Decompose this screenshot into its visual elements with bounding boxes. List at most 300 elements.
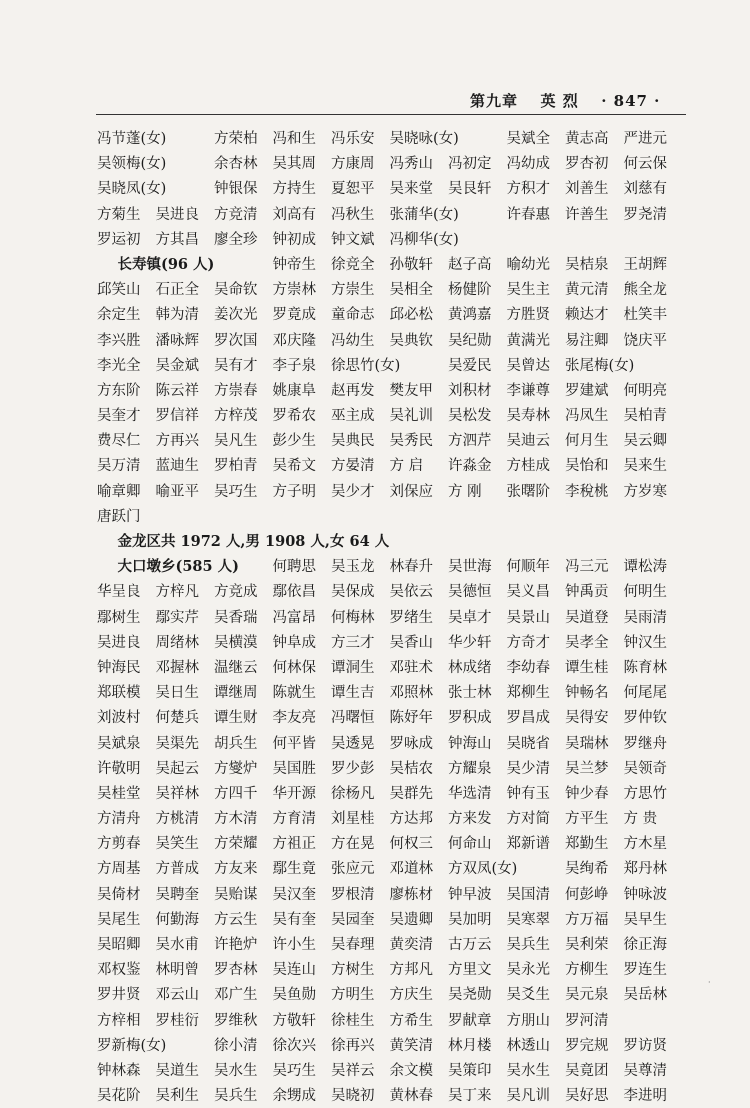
list-row: [97, 353, 697, 378]
name-entry: 吴领奇: [623, 760, 667, 777]
name-entry: 华开源: [272, 785, 316, 802]
name-entry: 吴兵生: [214, 1088, 258, 1105]
name-entry: 徐思竹(女): [331, 357, 401, 374]
name-entry: 郑新谱: [506, 836, 550, 853]
name-entry: 何楚兵: [155, 710, 199, 727]
name-entry: 易注卿: [565, 332, 609, 349]
name-entry: 吴水生: [214, 1062, 258, 1079]
name-entry: 罗献章: [448, 1012, 492, 1029]
name-entry: 吴桂堂: [97, 785, 141, 802]
name-entry: 邓权鉴: [97, 962, 141, 979]
name-entry: 吴其周: [272, 156, 316, 173]
name-entry: 李兴胜: [97, 332, 141, 349]
name-entry: 吴日生: [155, 685, 199, 702]
name-entry: 罗积成: [448, 710, 492, 727]
name-entry: 方晏清: [331, 458, 375, 475]
name-entry: 方祖正: [272, 836, 316, 853]
name-entry: 吴祥林: [155, 785, 199, 802]
name-entry: 吴德恒: [448, 584, 492, 601]
name-entry: 何权三: [389, 836, 433, 853]
name-entry: 罗连生: [623, 962, 667, 979]
name-entry: 吴来生: [623, 458, 667, 475]
name-entry: 吴卓才: [448, 609, 492, 626]
name-entry: 陈育林: [623, 659, 667, 676]
name-entry: 冯幼生: [331, 332, 375, 349]
name-entry: 冯秋生: [331, 206, 375, 223]
name-entry: 吴晓省: [506, 735, 550, 752]
name-entry: 罗竟成: [272, 307, 316, 324]
name-entry: 吴进良: [97, 634, 141, 651]
header-rule: [96, 114, 686, 115]
name-entry: 方育清: [272, 811, 316, 828]
name-entry: 方敬轩: [272, 1012, 316, 1029]
list-row: [97, 982, 697, 1007]
list-row: [97, 579, 697, 604]
name-entry: 冯富昂: [272, 609, 316, 626]
name-entry: 谭洞生: [331, 659, 375, 676]
list-row: [97, 479, 697, 504]
name-entry: 许淼金: [448, 458, 492, 475]
name-entry: 黄元清: [565, 282, 609, 299]
name-entry: 彭少生: [272, 433, 316, 450]
name-entry: 钟海民: [97, 659, 141, 676]
name-entry: 喻章卿: [97, 483, 141, 500]
name-entry: 吴尾生: [97, 911, 141, 928]
name-entry: 钟汉生: [623, 634, 667, 651]
name-entry: 黄奕清: [389, 937, 433, 953]
list-row: [97, 151, 697, 176]
name-entry: 方树生: [331, 962, 375, 979]
list-row: [97, 1033, 697, 1058]
name-entry: 周绪林: [155, 634, 199, 651]
name-entry: 谭生吉: [331, 685, 375, 702]
name-entry: 谭生财: [214, 710, 258, 727]
name-entry: 吴透晃: [331, 735, 375, 752]
name-entry: 方思竹: [623, 785, 667, 802]
name-entry: 方奇才: [506, 634, 550, 651]
name-entry: 方荣柏: [214, 131, 258, 147]
name-entry: 童命志: [331, 307, 375, 324]
name-entry: 方 贵: [623, 811, 658, 828]
name-entry: 郑勤生: [565, 836, 609, 853]
name-entry: 方平生: [565, 811, 609, 828]
name-entry: 罗仲钦: [623, 710, 667, 727]
name-entry: 吴园奎: [331, 911, 375, 928]
name-entry: 吴得安: [565, 710, 609, 727]
name-entry: 石正全: [155, 282, 199, 299]
name-entry: 陈就生: [272, 685, 316, 702]
name-entry: 吴永光: [506, 962, 550, 979]
name-entry: 吴好思: [565, 1088, 609, 1105]
name-entry: 吴元泉: [565, 987, 609, 1004]
name-entry: 吴桔泉: [565, 256, 609, 273]
name-entry: 刘慈有: [623, 181, 667, 198]
name-entry: 何命山: [448, 836, 492, 853]
name-entry: 吴有才: [214, 357, 258, 374]
name-entry: 罗昌成: [506, 710, 550, 727]
name-entry: 吴利荣: [565, 937, 609, 953]
name-entry: 方子明: [272, 483, 316, 500]
name-entry: 李稅桃: [565, 483, 609, 500]
name-entry: 方荣耀: [214, 836, 258, 853]
name-entry: 方庆生: [389, 987, 433, 1004]
name-entry: 吴礼训: [389, 408, 433, 425]
name-entry: 邓照林: [389, 685, 433, 702]
name-entry: 罗杏初: [565, 156, 609, 173]
name-entry: 吴少清: [506, 760, 550, 777]
name-entry: 冯凤生: [565, 408, 609, 425]
name-entry: 李光全: [97, 357, 141, 374]
name-entry: 方双凤(女): [448, 861, 518, 878]
name-entry: 谭生桂: [565, 659, 609, 676]
name-entry: 何勤海: [155, 911, 199, 928]
name-entry: 方岁寒: [623, 483, 667, 500]
name-entry: 方普成: [155, 861, 199, 878]
name-entry: 冯初定: [448, 156, 492, 173]
name-entry: 郑柳生: [506, 685, 550, 702]
name-entry: 方竞清: [214, 206, 258, 223]
name-entry: 方梓相: [97, 1012, 141, 1029]
name-entry: 廖栋材: [389, 886, 433, 903]
name-entry: 韩为清: [155, 307, 199, 324]
name-entry: 黄满光: [506, 332, 550, 349]
name-entry: 钟早波: [448, 886, 492, 903]
name-entry: 姜次光: [214, 307, 258, 324]
name-entry: 陈妤年: [389, 710, 433, 727]
name-entry: 方三才: [331, 634, 375, 651]
name-entry: 许春惠: [506, 206, 550, 223]
name-list: [97, 126, 697, 1108]
name-entry: 吴花阶: [97, 1088, 141, 1105]
name-entry: 张应元: [331, 861, 375, 878]
name-entry: 罗信祥: [155, 408, 199, 425]
name-entry: 吴晓咏(女): [389, 131, 459, 147]
name-entry: 吴爱民: [448, 357, 492, 374]
list-row: [97, 202, 697, 227]
list-row: [97, 1058, 697, 1083]
name-entry: 刘波村: [97, 710, 141, 727]
name-entry: 费尽仁: [97, 433, 141, 450]
page-number: · 847 ·: [601, 92, 661, 110]
name-entry: 方梓凡: [155, 584, 199, 601]
name-entry: 许小生: [272, 937, 316, 953]
name-entry: 吴晓凤(女): [97, 181, 167, 198]
name-entry: 饶庆平: [623, 332, 667, 349]
name-entry: 吴典钦: [389, 332, 433, 349]
name-entry: 吴柏青: [623, 408, 667, 425]
name-entry: 何月生: [565, 433, 609, 450]
name-entry: 方崇生: [331, 282, 375, 299]
name-entry: 余杏林: [214, 156, 258, 173]
name-entry: 方耀泉: [448, 760, 492, 777]
name-entry: 古万云: [448, 937, 492, 953]
name-entry: 林明曾: [155, 962, 199, 979]
list-row: [97, 428, 697, 453]
name-entry: 蓝迪生: [155, 458, 199, 475]
name-entry: 方菊生: [97, 206, 141, 223]
name-entry: 吴聘奎: [155, 886, 199, 903]
name-entry: 罗维秋: [214, 1012, 258, 1029]
chapter-title: 英 烈: [540, 92, 579, 110]
name-entry: 邓广生: [214, 987, 258, 1004]
list-row: [97, 403, 697, 428]
name-entry: 吴鱼勋: [272, 987, 316, 1004]
district-summary: 金龙区共 1972 人,男 1908 人,女 64 人: [117, 533, 390, 550]
name-entry: 钟初成: [272, 231, 316, 248]
name-entry: 吴加明: [448, 911, 492, 928]
name-entry: 吴世海: [448, 559, 492, 576]
list-row: [97, 1008, 697, 1033]
name-entry: 何彭峥: [565, 886, 609, 903]
name-entry: 方桃清: [155, 811, 199, 828]
name-entry: 吴巧生: [272, 1062, 316, 1079]
name-entry: 钟阜成: [272, 634, 316, 651]
name-entry: 罗绪生: [389, 609, 433, 626]
name-entry: 吴景山: [506, 609, 550, 626]
name-entry: 吴水甫: [155, 937, 199, 953]
name-entry: 吴桔农: [389, 760, 433, 777]
list-row: [97, 907, 697, 932]
name-entry: 罗咏成: [389, 735, 433, 752]
name-entry: 徐正海: [623, 937, 667, 953]
name-entry: 吴策印: [448, 1062, 492, 1079]
name-entry: 冯曙恒: [331, 710, 375, 727]
name-entry: 罗柏青: [214, 458, 258, 475]
name-entry: 李友亮: [272, 710, 316, 727]
list-row: [97, 932, 697, 957]
list-row: [97, 957, 697, 982]
name-entry: 方四千: [214, 785, 258, 802]
name-entry: 华少轩: [448, 634, 492, 651]
name-entry: 潘咏辉: [155, 332, 199, 349]
name-entry: 邓驻术: [389, 659, 433, 676]
name-entry: 吴凡生: [214, 433, 258, 450]
name-entry: 赵子高: [448, 256, 492, 273]
name-entry: 鄢实芹: [155, 609, 199, 626]
name-entry: 刘星桂: [331, 811, 375, 828]
name-entry: 方木清: [214, 811, 258, 828]
name-entry: 方万福: [565, 911, 609, 928]
name-entry: 吴玉龙: [331, 559, 375, 576]
name-entry: 何平皆: [272, 735, 316, 752]
name-entry: 何聘思: [272, 559, 316, 576]
name-entry: 姚康阜: [272, 382, 316, 399]
name-entry: 胡兵生: [214, 735, 258, 752]
name-entry: 吴迪云: [506, 433, 550, 450]
name-entry: 吴国胜: [272, 760, 316, 777]
name-entry: 吴连山: [272, 962, 316, 979]
list-row: [97, 1083, 697, 1108]
name-entry: 谭松涛: [623, 559, 667, 576]
list-row: [97, 252, 697, 277]
name-entry: 余甥成: [272, 1088, 316, 1105]
name-entry: 吴道生: [155, 1062, 199, 1079]
name-entry: 罗访贤: [623, 1037, 667, 1054]
name-entry: 吴丁来: [448, 1088, 492, 1105]
name-entry: 吴云卿: [623, 433, 667, 450]
section-heading: 长寿镇(96 人): [117, 255, 215, 273]
name-entry: 方胜贤: [506, 307, 550, 324]
name-entry: 方友来: [214, 861, 258, 878]
name-entry: 钟银保: [214, 181, 258, 198]
name-entry: 何明生: [623, 584, 667, 601]
name-entry: 许敬明: [97, 760, 141, 777]
name-entry: 吴保成: [331, 584, 375, 601]
name-entry: 吴奎才: [97, 408, 141, 425]
name-entry: 吴来堂: [389, 181, 433, 198]
name-entry: 邓云山: [155, 987, 199, 1004]
name-entry: 吴兵生: [506, 937, 550, 953]
name-entry: 黄林春: [389, 1088, 433, 1105]
name-entry: 吴依云: [389, 584, 433, 601]
name-entry: 李子泉: [272, 357, 316, 374]
name-entry: 钟禹贡: [565, 584, 609, 601]
name-entry: 方燮炉: [214, 760, 258, 777]
name-entry: 邓握林: [155, 659, 199, 676]
section-heading: 大口墩乡(585 人): [117, 558, 240, 576]
name-entry: 钟林森: [97, 1062, 141, 1079]
list-row: [97, 731, 697, 756]
name-entry: 方积才: [506, 181, 550, 198]
name-entry: 吴巧生: [214, 483, 258, 500]
list-row: [97, 328, 697, 353]
list-row: [97, 529, 697, 554]
name-entry: 方东阶: [97, 382, 141, 399]
name-entry: 郑丹林: [623, 861, 667, 878]
name-entry: 吴进良: [155, 206, 199, 223]
name-entry: 邱笑山: [97, 282, 141, 299]
name-entry: 林春升: [389, 559, 433, 576]
name-entry: 黄志高: [565, 131, 609, 147]
name-entry: 吴典民: [331, 433, 375, 450]
list-row: [97, 277, 697, 302]
name-entry: 方竞成: [214, 584, 258, 601]
name-entry: 吴倚材: [97, 886, 141, 903]
name-entry: 方明生: [331, 987, 375, 1004]
name-entry: 吴相全: [389, 282, 433, 299]
name-entry: 刘善生: [565, 181, 609, 198]
name-entry: 鄢生竟: [272, 861, 316, 878]
name-entry: 吴瑞林: [565, 735, 609, 752]
name-entry: 林月楼: [448, 1037, 492, 1054]
name-entry: 方剪春: [97, 836, 141, 853]
list-row: [97, 302, 697, 327]
list-row: [97, 176, 697, 201]
name-entry: 冯乐安: [331, 131, 375, 147]
name-entry: 华呈良: [97, 584, 141, 601]
name-entry: 许艳炉: [214, 937, 258, 953]
name-entry: 李进明: [623, 1088, 667, 1105]
scan-dot: ·: [708, 978, 711, 987]
name-entry: 方里文: [448, 962, 492, 979]
name-entry: 李谦尊: [506, 382, 550, 399]
name-entry: 吴群先: [389, 785, 433, 802]
name-entry: 夏恕平: [331, 181, 375, 198]
name-entry: 罗井贤: [97, 987, 141, 1004]
name-entry: 邓庆隆: [272, 332, 316, 349]
name-entry: 冯节蓬(女): [97, 131, 167, 147]
name-entry: 林成绪: [448, 659, 492, 676]
list-row: [97, 831, 697, 856]
name-entry: 方再兴: [155, 433, 199, 450]
name-entry: 罗希农: [272, 408, 316, 425]
name-entry: 罗继舟: [623, 735, 667, 752]
name-entry: 余定生: [97, 307, 141, 324]
name-entry: 徐再兴: [331, 1037, 375, 1054]
name-entry: 何梅林: [331, 609, 375, 626]
name-entry: 张士林: [448, 685, 492, 702]
name-entry: 鄢依昌: [272, 584, 316, 601]
name-entry: 吴岳林: [623, 987, 667, 1004]
page-header: [470, 90, 680, 112]
name-entry: 吴孝全: [565, 634, 609, 651]
list-row: [97, 882, 697, 907]
name-entry: 刘高有: [272, 206, 316, 223]
name-entry: 严进元: [623, 131, 667, 147]
name-entry: 廖全珍: [214, 231, 258, 248]
name-entry: 吴命钦: [214, 282, 258, 299]
name-entry: 吴雨清: [623, 609, 667, 626]
name-entry: 邓道林: [389, 861, 433, 878]
name-entry: 方柳生: [565, 962, 609, 979]
name-entry: 徐竞全: [331, 256, 375, 273]
name-entry: 杜笑丰: [623, 307, 667, 324]
list-row: [97, 630, 697, 655]
name-entry: 喻亚平: [155, 483, 199, 500]
name-entry: 吴绚希: [565, 861, 609, 878]
name-entry: 钟海山: [448, 735, 492, 752]
name-entry: 何尾尾: [623, 685, 667, 702]
name-entry: 吴起云: [155, 760, 199, 777]
name-entry: 吴香山: [389, 634, 433, 651]
name-entry: 罗河清: [565, 1012, 609, 1029]
name-entry: 罗建斌: [565, 382, 609, 399]
name-entry: 方崇林: [272, 282, 316, 299]
name-entry: 方其昌: [155, 231, 199, 248]
name-entry: 徐次兴: [272, 1037, 316, 1054]
name-entry: 黄鸿嘉: [448, 307, 492, 324]
name-entry: 罗完规: [565, 1037, 609, 1054]
name-entry: 方朋山: [506, 1012, 550, 1029]
name-entry: 钟帝生: [272, 256, 316, 273]
name-entry: 冯幼成: [506, 156, 550, 173]
list-row: [97, 856, 697, 881]
list-row: [97, 680, 697, 705]
name-entry: 谭继周: [214, 685, 258, 702]
name-entry: 邱必松: [389, 307, 433, 324]
name-entry: 方来发: [448, 811, 492, 828]
name-entry: 吴凡训: [506, 1088, 550, 1105]
name-entry: 樊友甲: [389, 382, 433, 399]
list-row: [97, 781, 697, 806]
name-entry: 吴渠先: [155, 735, 199, 752]
name-entry: 吴早生: [623, 911, 667, 928]
name-entry: 吴艮轩: [448, 181, 492, 198]
name-entry: 郑联模: [97, 685, 141, 702]
name-entry: 吴国清: [506, 886, 550, 903]
name-entry: 方梓茂: [214, 408, 258, 425]
name-entry: 罗根清: [331, 886, 375, 903]
name-entry: 吴祥云: [331, 1062, 375, 1079]
name-entry: 何顺年: [506, 559, 550, 576]
name-entry: 钟畅名: [565, 685, 609, 702]
name-entry: 方泗芹: [448, 433, 492, 450]
name-entry: 吴香瑞: [214, 609, 258, 626]
name-entry: 黄笑清: [389, 1037, 433, 1054]
name-entry: 吴秀民: [389, 433, 433, 450]
name-entry: 方在晃: [331, 836, 375, 853]
name-entry: 罗桂衍: [155, 1012, 199, 1029]
